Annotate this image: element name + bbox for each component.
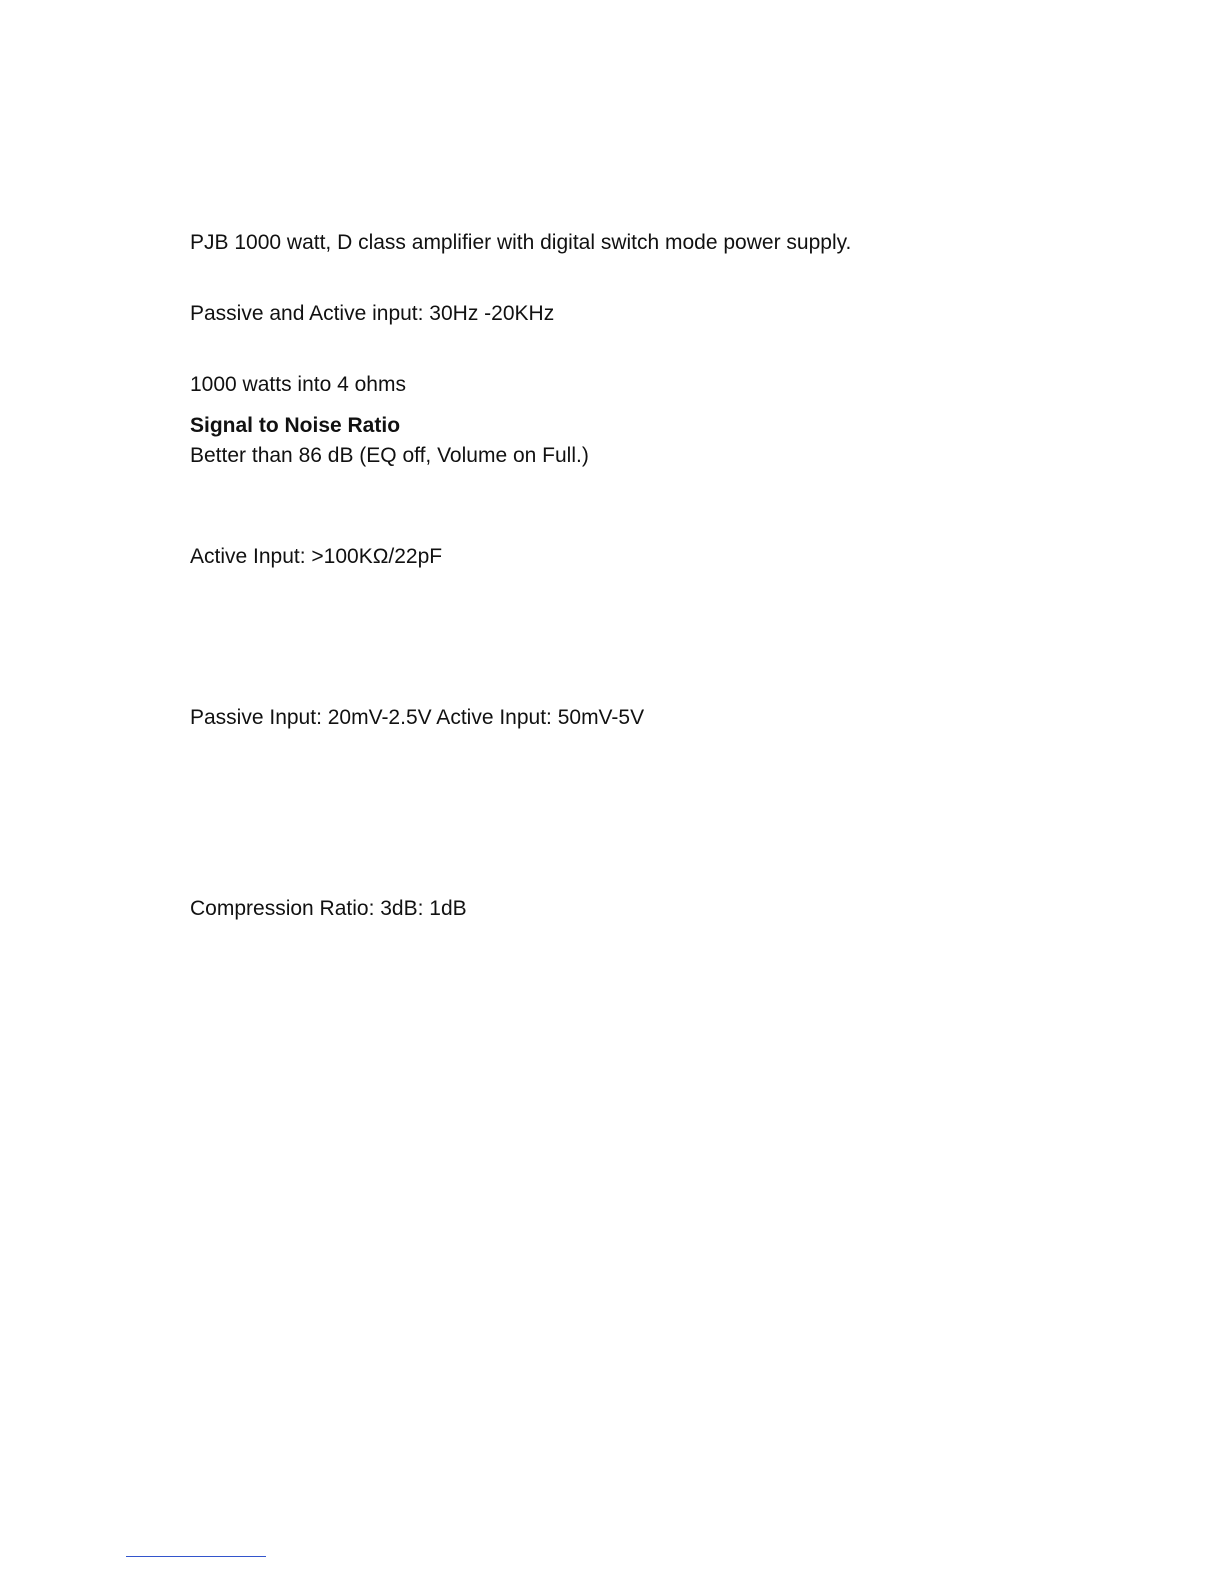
input-sensitivity: Passive Input: 20mV-2.5V Active Input: 50mV-5V (190, 706, 645, 729)
snr-heading: Signal to Noise Ratio (190, 414, 401, 437)
frequency-response: Passive and Active input: 30Hz -20KHz (190, 302, 555, 325)
input-impedance: Active Input: >100KΩ/22pF (190, 545, 443, 568)
amplifier-description: PJB 1000 watt, D class amplifier with digital switch mode power supply. (190, 231, 852, 254)
compression-ratio: Compression Ratio: 3dB: 1dB (190, 897, 467, 920)
snr-value: Better than 86 dB (EQ off, Volume on Full.) (190, 444, 589, 467)
footnote-rule (126, 1556, 266, 1557)
power-output: 1000 watts into 4 ohms (190, 373, 406, 396)
